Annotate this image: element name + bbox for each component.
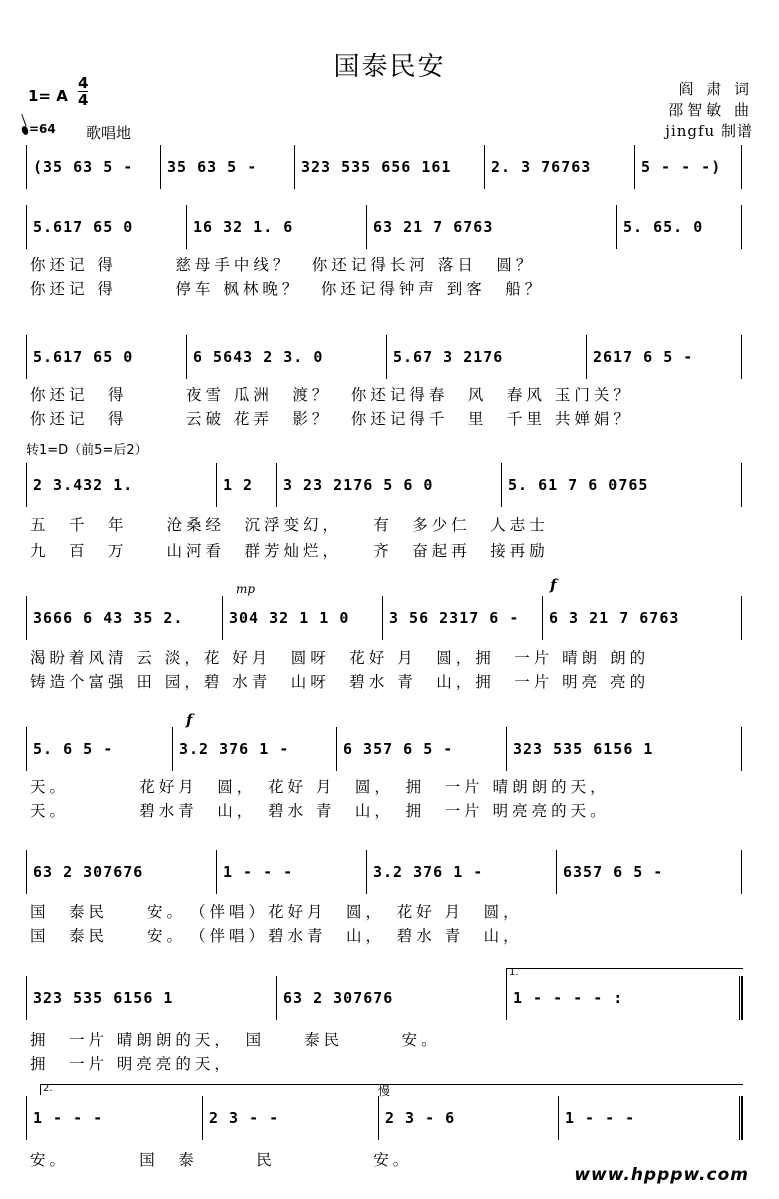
lyric-line-verse-1: 你还记 得 慈母手中线？ 你还记得长河 落日 圆？ — [30, 256, 536, 274]
staff — [26, 145, 742, 189]
score-system-1 — [26, 145, 742, 189]
tempo-slow-marking: 慢 — [378, 1084, 391, 1098]
measure: 6 357 6 5 - — [337, 727, 507, 771]
measure: 3.2 376 1 - — [173, 727, 337, 771]
second-ending-label: 2. — [43, 1083, 53, 1094]
time-signature-top: 4 — [78, 74, 89, 92]
measure: 6357 6 5 - — [563, 863, 664, 881]
measure: 1 - - - — [27, 1096, 203, 1140]
staff — [26, 205, 742, 249]
staff — [26, 850, 742, 894]
lyric-line-verse-2: 拥 一片 明亮亮的天， — [30, 1055, 234, 1073]
lyric-line-verse-1: 你还记 得 夜雪 瓜洲 渡？ 你还记得春 风 春风 玉门关？ — [30, 386, 633, 404]
lyric-line-verse-1: 国 泰民 安。 （伴唱）花好月 圆， 花好 月 圆， — [30, 903, 523, 921]
score-system-6 — [26, 711, 742, 820]
measure: 2 3 - - — [203, 1096, 379, 1140]
measure: 2. 3 76763 — [485, 145, 635, 189]
measure: 323 535 656 161 — [295, 145, 485, 189]
measure: 5.617 65 0 — [27, 205, 187, 249]
score-system-9 — [26, 1083, 742, 1169]
engraver-credit: jingfu 制谱 — [665, 122, 753, 140]
staff — [26, 1096, 742, 1140]
measure: (35 63 5 - — [27, 145, 161, 189]
measure: 5 - - -) — [641, 158, 722, 176]
lyric-line-verse-2: 你还记 得 云破 花弄 影？ 你还记得千 里 千里 共婵娟？ — [30, 410, 633, 428]
staff — [26, 727, 742, 771]
measure: 3.2 376 1 - — [367, 850, 557, 894]
performance-style: 歌唱地 — [86, 124, 132, 142]
first-ending-label: 1. — [509, 967, 519, 978]
measure: 323 535 6156 1 — [513, 740, 654, 758]
measure: 1 2 — [217, 463, 277, 507]
time-signature — [78, 75, 88, 108]
score-system-5 — [26, 576, 742, 691]
measure: 5. 6 5 - — [27, 727, 173, 771]
lyric-line-verse-1: 天。 花好月 圆， 花好 月 圆， 拥 一片 晴朗朗的天， — [30, 778, 610, 796]
staff — [26, 335, 742, 379]
measure: 2617 6 5 - — [593, 348, 694, 366]
site-watermark: www.hpppw.com — [574, 1165, 749, 1185]
measure: 2 3 - 6 — [379, 1096, 559, 1140]
measure: 63 2 307676 — [277, 976, 507, 1020]
lyricist-credit: 阎 肃 词 — [678, 80, 753, 98]
key-signature: 1= A — [28, 87, 68, 105]
lyric-line-verse-2: 九 百 万 山河看 群芳灿烂， 齐 奋起再 接再励 — [30, 542, 549, 560]
tempo-value: =64 — [29, 122, 56, 136]
measure: 16 32 1. 6 — [187, 205, 367, 249]
measure: 304 32 1 1 0 — [223, 596, 383, 640]
score-system-7 — [26, 850, 742, 945]
dynamic-mp: mp — [236, 582, 256, 596]
score-system-4 — [26, 463, 742, 560]
song-title: 国泰民安 — [333, 52, 446, 82]
measure: 3 23 2176 5 6 0 — [277, 463, 502, 507]
lyric-line-verse-1: 安。 国 泰 民 安。 — [30, 1151, 413, 1169]
lyric-line-verse-1: 渴盼着风清 云 淡，花 好月 圆呀 花好 月 圆，拥 一片 晴朗 朗的 — [30, 649, 650, 667]
measure: 1 - - - — [559, 1096, 743, 1140]
measure: 6 5643 2 3. 0 — [187, 335, 387, 379]
measure: 5.67 3 2176 — [387, 335, 587, 379]
score-system-8 — [26, 967, 742, 1073]
dynamic-f: f — [186, 711, 193, 729]
tempo-mark — [22, 122, 56, 136]
measure: 5. 61 7 6 0765 — [508, 476, 649, 494]
lyric-line-verse-2: 国 泰民 安。 （伴唱）碧水青 山， 碧水 青 山， — [30, 927, 523, 945]
measure: 1 - - - - : — [507, 976, 743, 1020]
measure: 323 535 6156 1 — [27, 976, 277, 1020]
modulation-note: 转1=D（前5=后2） — [26, 443, 148, 458]
measure: 6 3 21 7 6763 — [549, 609, 680, 627]
staff — [26, 463, 742, 507]
lyric-line-verse-2: 你还记 得 停车 枫林晚？ 你还记得钟声 到客 船？ — [30, 280, 545, 298]
staff — [26, 976, 742, 1020]
lyric-line-verse-2: 天。 碧水青 山， 碧水 青 山， 拥 一片 明亮亮的天。 — [30, 802, 610, 820]
second-ending-bracket — [40, 1084, 743, 1095]
composer-credit: 邵智敏 曲 — [668, 101, 753, 119]
time-signature-bottom: 4 — [78, 91, 89, 109]
measure: 35 63 5 - — [161, 145, 295, 189]
staff — [26, 596, 742, 640]
lyric-line-verse-1: 五 千 年 沧桑经 沉浮变幻， 有 多少仁 人志士 — [30, 516, 549, 534]
measure: 3666 6 43 35 2. — [27, 596, 223, 640]
lyric-line-verse-2: 铸造个富强 田 园，碧 水青 山呀 碧水 青 山，拥 一片 明亮 亮的 — [30, 673, 650, 691]
score-system-2 — [26, 205, 742, 298]
measure: 63 2 307676 — [27, 850, 217, 894]
measure: 5.617 65 0 — [27, 335, 187, 379]
lyric-line-verse-1: 拥 一片 晴朗朗的天， 国 泰民 安。 — [30, 1031, 441, 1049]
dynamic-f: f — [550, 576, 557, 594]
measure: 1 - - - — [217, 850, 367, 894]
measure: 63 21 7 6763 — [367, 205, 617, 249]
measure: 2 3.432 1. — [27, 463, 217, 507]
score-system-3 — [26, 335, 742, 428]
measure: 3 56 2317 6 - — [383, 596, 543, 640]
measure: 5. 65. 0 — [623, 218, 704, 236]
